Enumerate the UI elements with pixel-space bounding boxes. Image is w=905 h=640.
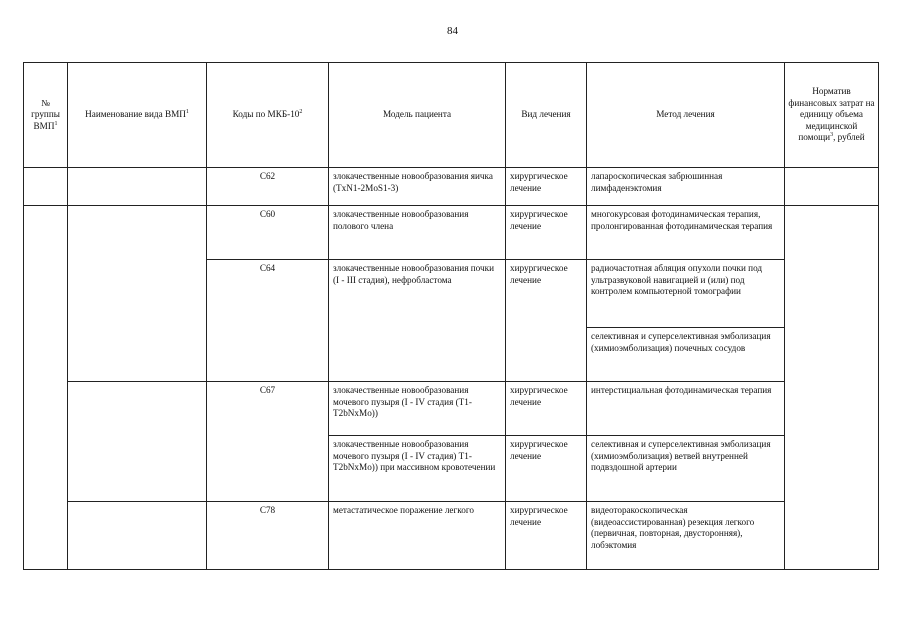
header-treatment-method: Метод лечения [587,63,785,168]
treatment-type-cell: хирургическое лечение [506,382,587,436]
financial-norm-cell [785,206,879,570]
vmp-name-cell [68,502,207,570]
mkb-code-cell: C64 [207,260,329,382]
page-number: 84 [447,25,458,37]
patient-model-cell: злокачественные новообразования полового члена [329,206,506,260]
header-group-no: № группы ВМП$^1$ [24,63,68,168]
treatment-method-cell: многокурсовая фотодинамическая терапия, пролонгированная фотодинамическая терапия [587,206,785,260]
financial-norm-cell [785,168,879,206]
header-row [24,63,879,168]
mkb-code-cell: C67 [207,382,329,502]
mkb-code-cell: C78 [207,502,329,570]
table-row [24,382,879,436]
treatment-method-cell: лапароскопическая забрюшинная лимфаденэктомия [587,168,785,206]
treatment-type-cell: хирургическое лечение [506,260,587,382]
table-row [24,502,879,570]
group-no-cell [24,168,68,206]
patient-model-cell: метастатическое поражение легкого [329,502,506,570]
header-financial-norm: Норматив финансовых затрат на единицу объема медицинской помощи$^3$, рублей [785,63,879,168]
treatment-method-cell: селективная и суперселективная эмболизация (химиоэмболизация) почечных сосудов [587,328,785,382]
group-no-cell [24,206,68,570]
table-row [24,168,879,206]
table-row [24,206,879,260]
treatment-type-cell: хирургическое лечение [506,168,587,206]
treatment-method-cell: интерстициальная фотодинамическая терапия [587,382,785,436]
treatment-type-cell: хирургическое лечение [506,502,587,570]
mkb-code-cell: C62 [207,168,329,206]
treatment-method-cell: селективная и суперселективная эмболизация (химиоэмболизация) ветвей внутренней подвздошной артерии [587,436,785,502]
patient-model-cell: злокачественные новообразования мочевого пузыря (I - IV стадия (T1-T2bNxMo)) [329,382,506,436]
treatment-method-cell: видеоторакоскопическая (видеоассистированная) резекция легкого (первичная, повторная, двусторонняя), лобэктомия [587,502,785,570]
vmp-name-cell [68,168,207,206]
patient-model-cell: злокачественные новообразования яичка (TxN1-2MoS1-3) [329,168,506,206]
mkb-code-cell: C60 [207,206,329,260]
patient-model-cell: злокачественные новообразования почки (I - III стадия), нефробластома [329,260,506,382]
header-mkb-codes: Коды по МКБ-$10^2$ [207,63,329,168]
header-treatment-type: Вид лечения [506,63,587,168]
header-vmp-name: Наименование вида ВМП$^1$ [68,63,207,168]
vmp-table [23,62,879,570]
treatment-type-cell: хирургическое лечение [506,206,587,260]
header-patient-model: Модель пациента [329,63,506,168]
patient-model-cell: злокачественные новообразования мочевого пузыря (I - IV стадия) T1-T2bNxMo)) при массивном кровотечении [329,436,506,502]
vmp-name-cell [68,206,207,382]
treatment-type-cell: хирургическое лечение [506,436,587,502]
treatment-method-cell: радиочастотная абляция опухоли почки под ультразвуковой навигацией и (или) под контролем компьютерной томографии [587,260,785,328]
vmp-name-cell [68,382,207,502]
